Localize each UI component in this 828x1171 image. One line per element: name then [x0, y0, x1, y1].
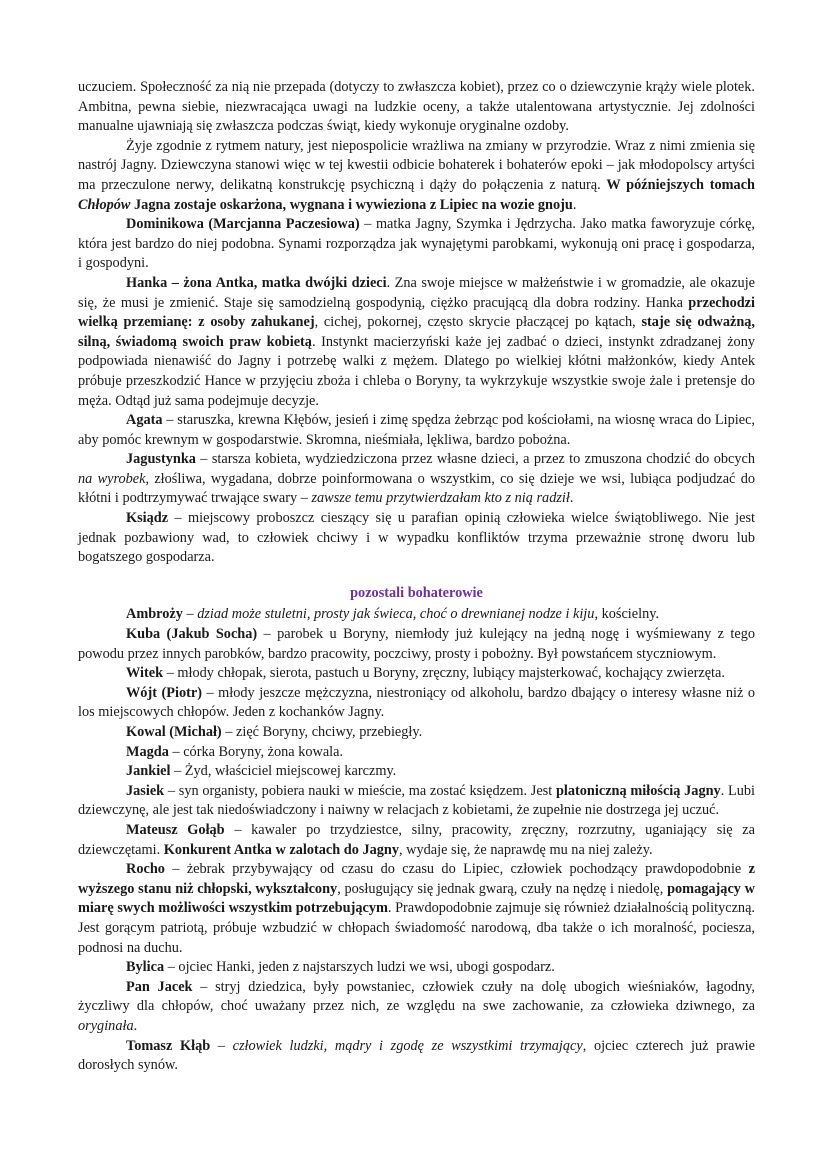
text-run-bold: Pan Jacek	[126, 978, 193, 995]
text-run-bold: Jagna zostaje oskarżona, wygnana i wywieziona z Lipiec na wozie gnoju	[130, 196, 573, 213]
text-run-bold: Ksiądz	[126, 510, 169, 527]
text-run-bold: Bylica	[126, 959, 165, 976]
text-run-bold: Rocho	[126, 861, 165, 878]
text-run-bold-italic: Chłopów	[78, 196, 131, 213]
text-run-bold: Dominikowa (Marcjanna Paczesiowa)	[126, 216, 360, 233]
text-run-bold: staje się odważną, silną, świadomą swoich praw kobietą	[78, 314, 756, 350]
paragraph-mateusz-golab: Mateusz Gołąb – kawaler po trzydziestce, silny, pracowity, zręczny, rozrzutny, uganiający się za dziewczętami. Konkurent Antka w zalotach do Jagny, wydaje się, że naprawdę mu na niej zależy.	[78, 821, 755, 858]
paragraph-jasiek: Jasiek – syn organisty, pobiera nauki w mieście, ma zostać księdzem. Jest platoniczną miłością Jagny. Lubi dziewczynę, ale jest tak niedoświadczony i naiwny w relacjach z kobietami, że zupełnie nie dostrzega jej uczuć.	[78, 782, 756, 819]
document-text-column	[78, 78, 755, 1076]
paragraph-bylica: Bylica – ojciec Hanki, jeden z najstarszych ludzi we wsi, ubogi gospodarz.	[126, 959, 555, 976]
paragraph-dominikowa: Dominikowa (Marcjanna Paczesiowa) – matka Jagny, Szymka i Jędrzycha. Jako matka faworyzuje córkę, która jest bardzo do niej podobna. Synami rozporządza jak wynajętymi parobkami, wykonują oni pracę i gospodarza, i gospodyni.	[78, 216, 755, 272]
text-run-bold: Ambroży	[126, 606, 183, 623]
text-run-bold: Kowal (Michał)	[126, 724, 222, 740]
text-run-bold: pomagający w miarę swych możliwości wszystkim potrzebującym	[78, 880, 755, 917]
text-run-bold: Wójt (Piotr)	[126, 684, 202, 701]
paragraph-tomasz-klab: Tomasz Kłąb – człowiek ludzki, mądry i zgodę ze wszystkimi trzymający, ojciec czterech już prawie dorosłych synów.	[78, 1037, 756, 1074]
paragraph-ksiadz: Ksiądz – miejscowy proboszcz cieszący się u parafian opinią człowieka wielce świątobliwego. Nie jest jednak pozbawiony wad, to człowiek chciwy i w wypadku konfliktów trzyma przeważnie stronę dworu lub bogatszego gospodarza.	[78, 510, 755, 566]
text-run-bold: Agata	[126, 412, 163, 429]
paragraph-magda: Magda – córka Boryny, żona kowala.	[126, 743, 344, 760]
text-run-bold: Tomasz Kłąb	[126, 1037, 211, 1054]
text-run-bold: Hanka – żona Antka, matka dwójki dzieci	[126, 274, 387, 291]
paragraph-agata: Agata – staruszka, krewna Kłębów, jesień i zimę spędza żebrząc pod kościołami, na wiosnę wraca do Lipiec, aby pomóc krewnym w gospodarstwie. Skromna, nieśmiała, lękliwa, bardzo pobożna.	[78, 412, 755, 448]
text-run-bold: platoniczną miłością Jagny	[555, 782, 721, 799]
text-run-bold: Jasiek	[126, 782, 165, 799]
paragraph-jagustynka: Jagustynka – starsza kobieta, wydziedziczona przez własne dzieci, a przez to zmuszona chodzić do obcych na wyrobek, złośliwa, wygadana, dobrze poinformowana o wszystkim, co się dzieje we wsi, lubiąca podjudzać do kłótni i podtrzymywać trwające swary – zawsze temu przytwierdzałam kto z nią radził.	[78, 451, 755, 507]
text-run-bold: Witek	[126, 665, 164, 682]
paragraph-jagna-continued: uczuciem. Społeczność za nią nie przepada (dotyczy to zwłaszcza kobiet), przez co o dziewczynie krąży wiele plotek. Ambitna, pewna siebie, niezwracająca uwagi na ludzkie oceny, a także utalentowana artystycznie. Jej zdolności manualne ujawniają się zwłaszcza podczas świąt, kiedy wykonuje oryginalne ozdoby.	[78, 79, 755, 135]
text-run-bold: z wyższego stanu niż chłopski, wykształcony	[78, 861, 755, 897]
section-heading-pozostali-bohaterowie: pozostali bohaterowie	[350, 584, 483, 601]
text-run-bold: Jagustynka	[126, 451, 196, 468]
text-run-italic: na wyrobek	[78, 470, 146, 487]
paragraph-hanka: Hanka – żona Antka, matka dwójki dzieci. Zna swoje miejsce w małżeństwie i w gromadzie, ale okazuje się, że musi je zmienić. Staje się samodzielną gospodynią, ciężko pracującą dla dobra rodziny. Hanka przechodzi wielką przemianę: z osoby zahukanej, cichej, pokornej, często skrycie płaczącej po kątach, staje się odważną, silną, świadomą swoich praw kobietą. Instynkt macierzyński każe jej zadbać o dzieci, instynkt zdradzanej żony podpowiada nienawiść do Jagny i potrzebę walki z mężem. Dlatego po wielkiej kłótni małżonków, kiedy Antek próbuje przeszkodzić Hance w przyjęciu zboża i chleba o Boryny, ta wykrzykuje wszystkie swoje żale i pretensje do męża. Odtąd już sama podejmuje decyzje.	[78, 274, 756, 409]
text-run-italic: oryginała	[78, 1017, 134, 1034]
text-run-bold: Jankiel	[126, 763, 171, 780]
text-run-italic: dziad może stuletni, prosty jak świeca, choć o drewnianej nodze i kiju	[197, 606, 595, 623]
paragraph-wojt: Wójt (Piotr) – młody jeszcze mężczyzna, niestroniący od alkoholu, bardzo dbający o interesy własne niż o los miejscowych chłopów. Jeden z kochanków Jagny.	[78, 684, 755, 721]
paragraph-witek: Witek – młody chłopak, sierota, pastuch u Boryny, zręczny, lubiący majsterkować, kochający zwierzęta.	[126, 665, 725, 682]
paragraph-jagna-nature: Żyje zgodnie z rytmem natury, jest niepospolicie wrażliwa na zmiany w przyrodzie. Wraz z nimi zmienia się nastrój Jagny. Dziewczyna stanowi więc w tej kwestii odbicie bohaterek i bohaterów epoki – jak młodopolscy artyści ma przeczulone nerwy, delikatną konstrukcję psychiczną i dąży do połączenia z naturą. W późniejszych tomach Chłopów Jagna zostaje oskarżona, wygnana i wywieziona z Lipiec na wozie gnoju.	[78, 137, 755, 213]
text-run-bold: Mateusz Gołąb	[126, 821, 225, 838]
paragraph-kowal: Kowal (Michał) – zięć Boryny, chciwy, przebiegły.	[126, 724, 423, 740]
text-run-bold: Kuba (Jakub Socha)	[126, 626, 258, 643]
text-run-italic: człowiek ludzki, mądry i zgodę ze wszystkimi trzymający	[232, 1037, 583, 1054]
paragraph-ambrozy: Ambroży – dziad może stuletni, prosty jak świeca, choć o drewnianej nodze i kiju, kościelny.	[126, 606, 660, 623]
paragraph-jankiel: Jankiel – Żyd, właściciel miejscowej karczmy.	[126, 763, 397, 780]
text-run-bold: przechodzi wielką przemianę: z osoby zahukanej	[78, 294, 755, 331]
paragraph-rocho: Rocho – żebrak przybywający od czasu do czasu do Lipiec, człowiek pochodzący prawdopodobnie z wyższego stanu niż chłopski, wykształcony, posługujący się jednak gwarą, czuły na nędzę i niedolę, pomagający w miarę swych możliwości wszystkim potrzebującym. Prawdopodobnie zajmuje się również działalnością polityczną. Jest gorącym patriotą, próbuje wzbudzić w chłopach świadomość narodową, dba także o ich moralność, pociesza, podnosi na duchu.	[78, 861, 755, 956]
text-run-bold: W późniejszych tomach	[606, 176, 755, 193]
paragraph-kuba: Kuba (Jakub Socha) – parobek u Boryny, niemłody już kulejący na jedną nogę i wyśmiewany z tego powodu przez innych parobków, bardzo pracowity, poczciwy, prosty i pobożny. Był powstańcem styczniowym.	[78, 626, 755, 662]
text-run-bold: Konkurent Antka w zalotach do Jagny	[163, 841, 400, 858]
text-run-bold: Magda	[126, 743, 169, 760]
text-run-italic: zawsze temu przytwierdzałam kto z nią radził	[311, 490, 570, 507]
paragraph-pan-jacek: Pan Jacek – stryj dziedzica, były powstaniec, człowiek czuły na dolę ubogich wieśniaków, łagodny, życzliwy dla chłopów, choć uważany przez nich, ze względu na swe zachowanie, za człowieka dziwnego, za oryginała.	[78, 978, 755, 1034]
